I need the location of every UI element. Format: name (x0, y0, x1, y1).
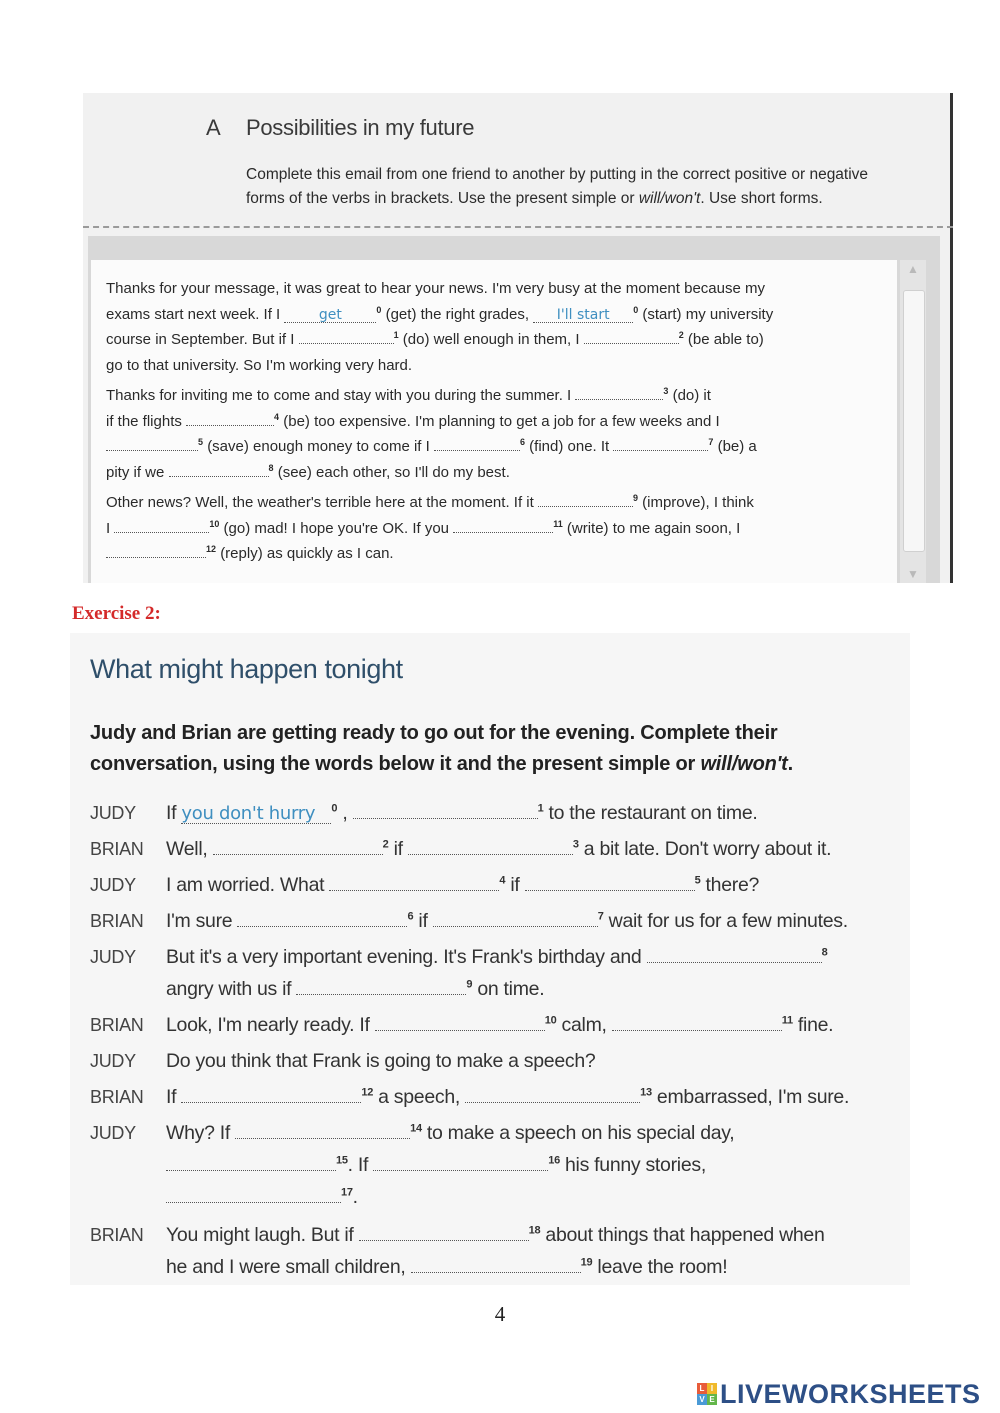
text: Thanks for inviting me to come and stay with you during the summer. I (106, 387, 572, 404)
blank-number: 9 (466, 978, 473, 991)
logo-letter: E (707, 1394, 717, 1405)
blank-number: 17 (341, 1186, 353, 1199)
text: (be) a (717, 438, 757, 455)
text: (get) the right grades, (385, 305, 530, 323)
instruction-line: conversation, using the words below it and the present simple or (90, 753, 701, 775)
instruction-line: . (787, 753, 794, 775)
speaker-label: BRIAN (90, 839, 144, 859)
text: (be able to) (687, 331, 764, 348)
text: I (106, 519, 111, 537)
blank-number: 19 (580, 1256, 593, 1269)
text: (do) well enough in them, I (402, 331, 580, 348)
answer-blank-8[interactable] (647, 944, 822, 963)
answer-blank-1[interactable] (353, 800, 538, 819)
page-number: 4 (494, 1302, 506, 1326)
speaker-label: JUDY (90, 875, 136, 895)
answer-blank-15[interactable] (166, 1152, 336, 1171)
blank-number: 4 (499, 874, 506, 887)
text: . If (347, 1154, 369, 1176)
text: , (342, 802, 348, 824)
blank-number: 1 (393, 330, 399, 340)
blank-number: 14 (410, 1122, 422, 1135)
section-a-panel (83, 93, 953, 583)
text: (write) to me again soon, I (566, 519, 741, 537)
answer-blank-4[interactable] (186, 411, 274, 426)
text: fine. (797, 1014, 834, 1036)
text: about things that happened when (545, 1224, 825, 1246)
blank-number: 7 (708, 437, 714, 447)
text: Thanks for your message, it was great to hear your news. I'm very busy at the moment because my (106, 280, 765, 297)
text: If (166, 1086, 177, 1108)
dialogue-text (166, 1251, 727, 1283)
email-paragraph-3 (106, 490, 891, 567)
text: (go) mad! I hope you're OK. If you (223, 519, 450, 537)
section-title: Possibilities in my future (246, 115, 475, 140)
text: (find) one. It (529, 438, 610, 455)
text: go to that university. So I'm working very hard. (106, 356, 413, 374)
dialogue-text (166, 797, 758, 829)
answer-blank-1[interactable] (299, 329, 394, 344)
exercise-2-label: Exercise 2: (72, 603, 161, 624)
answer-blank-5[interactable] (106, 436, 198, 451)
text: If (166, 802, 177, 824)
instruction-emphasis: will/won't (638, 190, 701, 207)
answer-blank-0[interactable]: you don't hurry (181, 805, 331, 824)
answer-blank-18[interactable] (359, 1222, 529, 1241)
blank-number: 15 (336, 1154, 348, 1167)
text: I'm sure (166, 910, 233, 932)
answer-blank-14[interactable] (235, 1120, 410, 1139)
answer-blank-16[interactable] (373, 1152, 548, 1171)
answer-blank-12[interactable] (181, 1084, 361, 1103)
section-letter: A (206, 115, 221, 140)
text: (start) my university (642, 305, 774, 323)
text: Why? If (166, 1122, 230, 1144)
answer-blank-0b[interactable]: I'll start (533, 308, 633, 323)
scroll-down-icon[interactable]: ▼ (907, 567, 919, 581)
blank-number: 0 (633, 304, 639, 315)
answer-blank-2[interactable] (213, 836, 383, 855)
text: course in September. But if I (106, 331, 295, 348)
answer-blank-7[interactable] (433, 908, 598, 927)
text: if (510, 874, 520, 896)
answer-blank-5[interactable] (525, 872, 695, 891)
text: angry with us if (166, 978, 292, 1000)
text: to the restaurant on time. (548, 802, 758, 824)
text: if (418, 910, 428, 932)
text: (save) enough money to come if I (207, 438, 430, 455)
text: his funny stories, (565, 1154, 706, 1176)
answer-blank-17[interactable] (166, 1184, 341, 1203)
answer-blank-10[interactable] (114, 518, 209, 533)
blank-number: 3 (572, 838, 579, 851)
dialogue-text (166, 905, 848, 937)
text: Look, I'm nearly ready. If (166, 1014, 370, 1036)
dialogue-text (166, 1009, 833, 1041)
blank-number: 12 (206, 544, 217, 554)
email-paragraph-2 (106, 383, 891, 485)
speaker-label: BRIAN (90, 1225, 144, 1245)
blank-number: 10 (544, 1014, 557, 1027)
text: embarrassed, I'm sure. (656, 1086, 850, 1108)
dashed-divider (83, 226, 953, 228)
instruction-line: Complete this email from one friend to another by putting in the correct positive or negative (246, 166, 869, 183)
scroll-up-icon[interactable]: ▲ (907, 262, 919, 276)
text: there? (705, 874, 760, 896)
blank-number: 8 (821, 946, 828, 959)
section-a-heading (206, 115, 474, 141)
answer-blank-11[interactable] (612, 1012, 782, 1031)
text: Well, (166, 838, 208, 860)
blank-number: 11 (781, 1014, 793, 1027)
text: pity if we (106, 463, 165, 481)
dialogue-text (166, 833, 831, 865)
answer-blank-2[interactable] (584, 329, 679, 344)
blank-number: 6 (407, 910, 414, 923)
blank-number: 10 (209, 518, 220, 529)
text: I am worried. What (166, 874, 325, 896)
dialogue-text (166, 1149, 706, 1181)
instruction-line: Judy and Brian are getting ready to go out for the evening. Complete their (90, 722, 778, 744)
blank-number: 2 (678, 330, 684, 340)
answer-blank-0a[interactable]: get (284, 308, 376, 323)
blank-number: 13 (640, 1086, 652, 1099)
speaker-label: BRIAN (90, 1087, 144, 1107)
blank-number: 11 (553, 518, 563, 529)
instruction-line: forms of the verbs in brackets. Use the present simple or (246, 190, 639, 207)
blank-number: 12 (361, 1086, 374, 1099)
text: leave the room! (597, 1256, 728, 1278)
liveworksheets-logo[interactable] (697, 1380, 981, 1408)
text: he and I were small children, (166, 1256, 406, 1278)
blank-number: 18 (528, 1224, 541, 1237)
exercise-2-title: What might happen tonight (90, 654, 403, 684)
speaker-label: JUDY (90, 1123, 136, 1143)
instruction-line: . Use short forms. (700, 190, 823, 207)
text: a speech, (378, 1086, 461, 1108)
logo-letter: I (707, 1383, 717, 1394)
speaker-label: JUDY (90, 947, 136, 967)
answer-blank-3[interactable] (575, 385, 663, 400)
dialogue-text (166, 1081, 849, 1113)
answer-blank-19[interactable] (411, 1254, 581, 1273)
text: (be) too expensive. I'm planning to get a job for a few weeks and I (283, 412, 720, 430)
dialogue-text (166, 869, 759, 901)
answer-blank-10[interactable] (375, 1012, 545, 1031)
blank-number: 3 (663, 386, 669, 396)
blank-number: 8 (268, 462, 274, 473)
text: if (393, 838, 403, 860)
text: But it's a very important evening. It's Frank's birthday and (166, 946, 642, 968)
answer-blank-6[interactable] (434, 436, 520, 451)
text: Other news? Well, the weather's terrible here at the moment. If it (106, 494, 534, 511)
answer-blank-7[interactable] (613, 436, 708, 451)
speaker-label: JUDY (90, 803, 136, 823)
text: on time. (477, 978, 545, 1000)
blank-number: 16 (548, 1154, 560, 1167)
dialogue-text (166, 941, 827, 973)
scroll-thumb[interactable] (903, 290, 925, 552)
instruction-emphasis: will/won't (700, 753, 788, 775)
dialogue-text (166, 973, 544, 1005)
answer-blank-3[interactable] (408, 836, 573, 855)
text: You might laugh. But if (166, 1224, 354, 1246)
dialogue-text (166, 1219, 825, 1251)
blank-number: 0 (331, 802, 338, 815)
blank-number: 7 (597, 910, 604, 923)
logo-icon (697, 1383, 717, 1405)
text: calm, (561, 1014, 607, 1036)
email-scrollbar[interactable] (900, 260, 926, 583)
text: (reply) as quickly as I can. (220, 545, 394, 562)
speaker-label: JUDY (90, 1051, 136, 1071)
dialogue-text (166, 1117, 734, 1149)
email-paragraph-1 (106, 276, 891, 378)
blank-number: 2 (382, 838, 389, 851)
answer-blank-11[interactable] (453, 518, 553, 533)
blank-number: 9 (632, 493, 638, 503)
text: exams start next week. If I (106, 305, 281, 323)
blank-number: 4 (274, 411, 280, 422)
exercise-2-instructions (90, 718, 870, 780)
answer-blank-4[interactable] (329, 872, 499, 891)
answer-blank-8[interactable] (169, 462, 269, 477)
text: if the flights (106, 412, 182, 430)
speaker-label: BRIAN (90, 911, 144, 931)
answer-blank-6[interactable] (237, 908, 407, 927)
answer-blank-13[interactable] (465, 1084, 640, 1103)
speaker-label: BRIAN (90, 1015, 144, 1035)
answer-blank-12[interactable] (106, 543, 206, 558)
text: (see) each other, so I'll do my best. (277, 463, 510, 481)
text: (do) it (672, 387, 711, 404)
blank-number: 5 (198, 437, 204, 447)
answer-blank-9[interactable] (296, 976, 466, 995)
text: to make a speech on his special day, (426, 1122, 735, 1144)
text: wait for us for a few minutes. (608, 910, 848, 932)
logo-letter: L (697, 1383, 707, 1394)
blank-number: 6 (519, 437, 525, 447)
dialogue-text (166, 1181, 358, 1213)
dialogue-text: Do you think that Frank is going to make a speech? (166, 1050, 596, 1072)
text: a bit late. Don't worry about it. (583, 838, 832, 860)
blank-number: 0 (376, 304, 382, 315)
blank-number: 1 (537, 802, 544, 815)
text: . (352, 1186, 358, 1208)
answer-blank-9[interactable] (538, 492, 633, 507)
email-text (106, 276, 891, 572)
logo-letter: V (697, 1394, 707, 1405)
brand-name: LIVEWORKSHEETS (720, 1378, 981, 1409)
blank-number: 5 (694, 874, 701, 887)
section-a-instructions (246, 163, 951, 211)
text: (improve), I think (642, 494, 754, 511)
